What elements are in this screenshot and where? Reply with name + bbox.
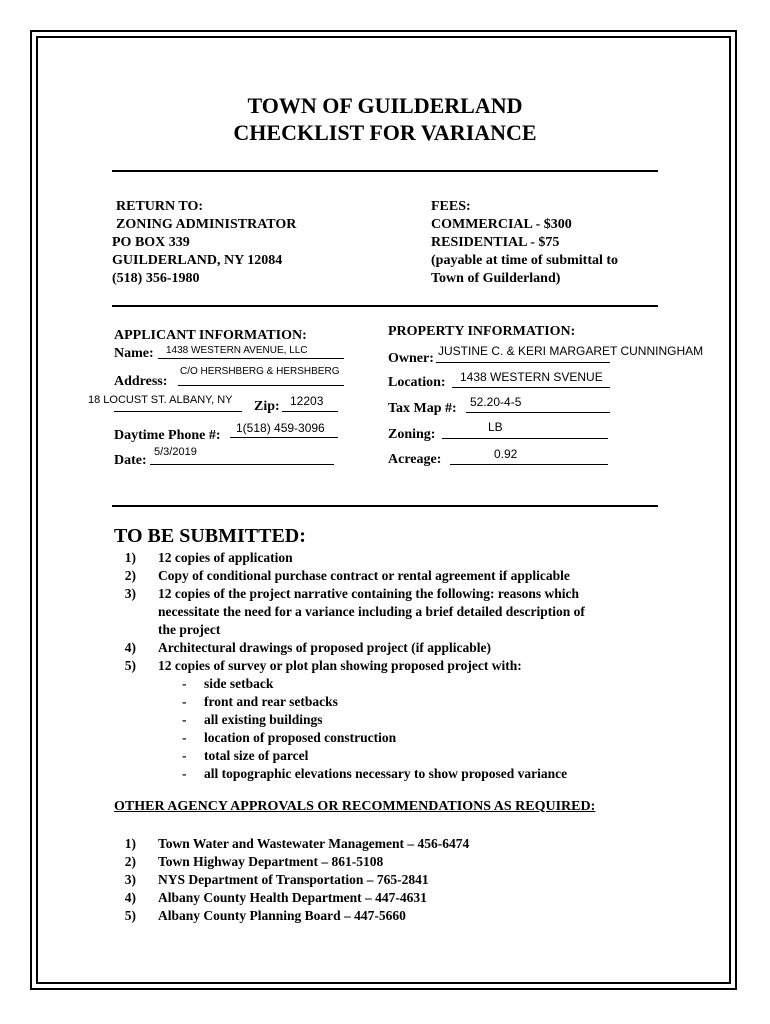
name-label: Name: [114, 346, 154, 361]
taxmap-underline [466, 412, 610, 413]
phone-field[interactable]: 1(518) 459-3096 [236, 421, 325, 435]
address-underline [178, 385, 344, 386]
fees-heading: FEES: [431, 199, 471, 214]
return-to-line: (518) 356-1980 [112, 271, 200, 286]
date-label: Date: [114, 453, 147, 468]
submitted-heading: TO BE SUBMITTED: [114, 525, 306, 547]
return-to-line: GUILDERLAND, NY 12084 [112, 253, 283, 268]
zoning-underline [442, 438, 608, 439]
divider [112, 305, 658, 307]
location-field[interactable]: 1438 WESTERN SVENUE [460, 370, 603, 384]
acreage-field[interactable]: 0.92 [494, 447, 518, 461]
name-underline [158, 358, 344, 359]
zoning-field[interactable]: LB [488, 420, 503, 434]
zip-field[interactable]: 12203 [290, 394, 324, 408]
property-heading: PROPERTY INFORMATION: [388, 324, 576, 339]
return-to-line: ZONING ADMINISTRATOR [116, 217, 297, 232]
divider [112, 170, 658, 172]
divider [112, 505, 658, 507]
return-to-heading: RETURN TO: [116, 199, 204, 214]
phone-label: Daytime Phone #: [114, 428, 221, 443]
agencies-heading: OTHER AGENCY APPROVALS OR RECOMMENDATIONS AS REQUIRED: [114, 799, 596, 814]
fees-line: Town of Guilderland) [431, 271, 561, 286]
fees-line: RESIDENTIAL - $75 [431, 235, 560, 250]
fees-line: (payable at time of submittal to [431, 253, 619, 268]
taxmap-field[interactable]: 52.20-4-5 [470, 395, 522, 409]
acreage-underline [450, 464, 608, 465]
return-to-line: PO BOX 339 [112, 235, 190, 250]
taxmap-label: Tax Map #: [388, 401, 457, 416]
address-label: Address: [114, 374, 168, 389]
zip-label: Zip: [254, 399, 280, 414]
acreage-label: Acreage: [388, 452, 442, 467]
name-field[interactable]: 1438 WESTERN AVENUE, LLC [166, 345, 308, 356]
owner-label: Owner: [388, 351, 434, 366]
zoning-label: Zoning: [388, 427, 436, 442]
location-underline [452, 387, 610, 388]
owner-field[interactable]: JUSTINE C. & KERI MARGARET CUNNINGHAM [438, 344, 704, 358]
address-field[interactable]: C/O HERSHBERG & HERSHBERG [180, 366, 340, 377]
address2-underline [114, 411, 242, 412]
address2-field[interactable]: 18 LOCUST ST. ALBANY, NY [88, 394, 233, 406]
page-title: TOWN OF GUILDERLAND [247, 93, 523, 118]
fees-line: COMMERCIAL - $300 [431, 217, 572, 232]
zip-underline [282, 411, 338, 412]
location-label: Location: [388, 375, 446, 390]
date-underline [150, 464, 334, 465]
applicant-heading: APPLICANT INFORMATION: [114, 328, 307, 343]
page-subtitle: CHECKLIST FOR VARIANCE [233, 120, 537, 145]
phone-underline [230, 437, 338, 438]
date-field[interactable]: 5/3/2019 [154, 446, 197, 458]
owner-underline [436, 362, 610, 363]
